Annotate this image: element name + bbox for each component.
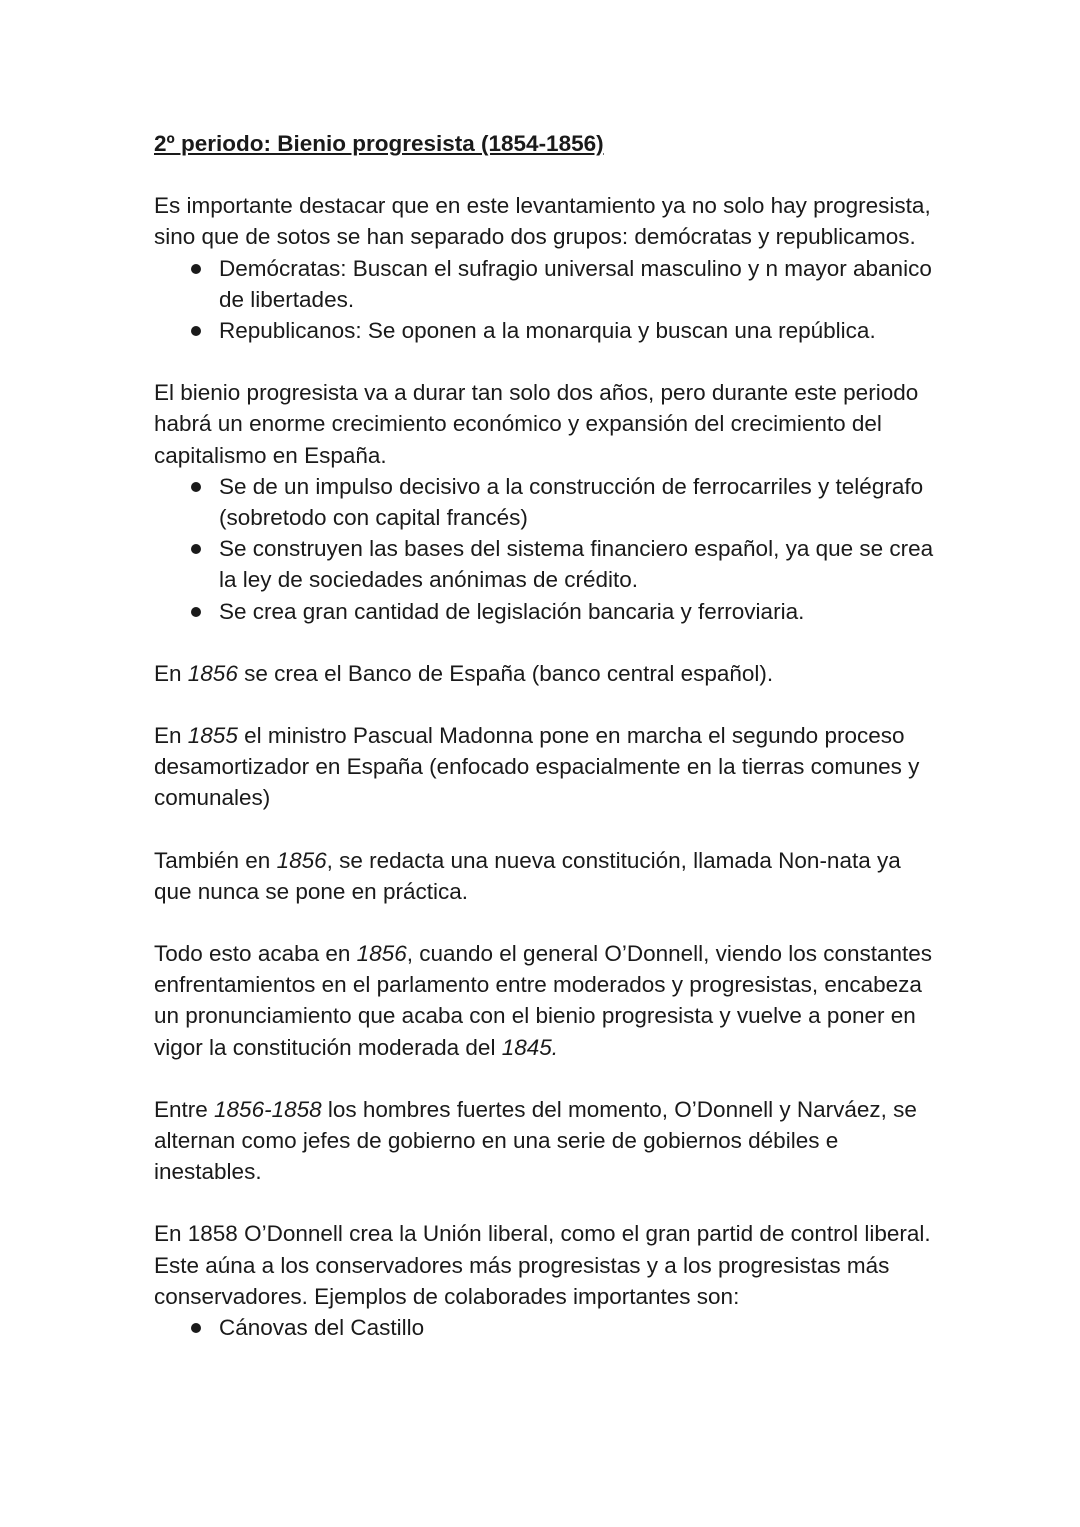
economy-list [154, 471, 944, 627]
groups-list [154, 253, 944, 347]
paragraph-union-liberal: En 1858 O’Donnell crea la Unión liberal, como el gran partid de control liberal. Este aúna a los conservadores más progresistas y a los progresistas más conservadores. Ejemplos de colaborades importantes son: [154, 1221, 931, 1309]
list-item: Se de un impulso decisivo a la construcción de ferrocarriles y telégrafo (sobretodo con capital francés) [154, 471, 944, 533]
document-page [154, 128, 944, 1343]
paragraph-odonnell: Todo esto acaba en 1856, cuando el general O’Donnell, viendo los constantes enfrentamientos en el parlamento entre moderados y progresistas, encabeza un pronunciamiento que acaba con el bienio progresista y vuelve a poner en vigor la constitución moderada del 1845. [154, 941, 933, 1060]
list-item: Cánovas del Castillo [154, 1312, 944, 1343]
collaborators-list [154, 1312, 944, 1343]
list-item: Se construyen las bases del sistema financiero español, ya que se crea la ley de sociedades anónimas de crédito. [154, 533, 944, 595]
bullet-icon [191, 544, 201, 554]
paragraph-economy: El bienio progresista va a durar tan solo dos años, pero durante este periodo habrá un enorme crecimiento económico y expansión del crecimiento del capitalismo en España. [154, 380, 919, 468]
bullet-icon [191, 482, 201, 492]
paragraph-desamortizacion: En 1855 el ministro Pascual Madonna pone en marcha el segundo proceso desamortizador en España (enfocado espacialmente en la tierras comunes y comunales) [154, 723, 920, 811]
bullet-icon [191, 607, 201, 617]
list-item: Demócratas: Buscan el sufragio universal masculino y n mayor abanico de libertades. [154, 253, 944, 315]
bullet-icon [191, 326, 201, 336]
paragraph-banco: En 1856 se crea el Banco de España (banco central español). [154, 660, 774, 686]
paragraph-intro: Es importante destacar que en este levantamiento ya no solo hay progresista, sino que de sotos se han separado dos grupos: demócratas y republicamos. [154, 193, 931, 250]
section-title: 2º periodo: Bienio progresista (1854-1856) [154, 131, 604, 156]
bullet-icon [191, 1323, 201, 1333]
paragraph-gobiernos: Entre 1856-1858 los hombres fuertes del momento, O’Donnell y Narváez, se alternan como jefes de gobierno en una serie de gobiernos débiles e inestables. [154, 1096, 917, 1185]
bullet-icon [191, 264, 201, 274]
list-item: Republicanos: Se oponen a la monarquia y buscan una república. [154, 315, 944, 346]
paragraph-constitucion: También en 1856, se redacta una nueva constitución, llamada Non-nata ya que nunca se pone en práctica. [154, 847, 901, 904]
list-item: Se crea gran cantidad de legislación bancaria y ferroviaria. [154, 596, 944, 627]
